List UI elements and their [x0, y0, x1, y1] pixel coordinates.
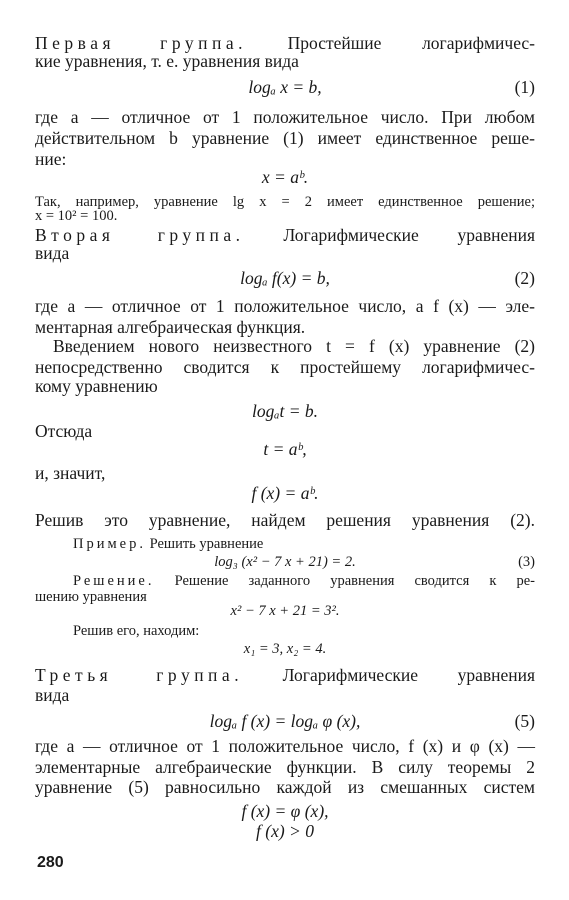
- example-found: Решив его, находим:: [73, 623, 200, 639]
- group1-note1: Так, например, уравнение lg x = 2 имеет единственное решение;: [35, 194, 535, 210]
- example-task: Решить уравнение: [149, 536, 264, 552]
- equation-1-number: (1): [514, 77, 535, 97]
- equation-1: [35, 76, 535, 98]
- group2-line4: ментарная алгебраическая функция.: [35, 317, 306, 337]
- group1-line4: действительном b уравнение (1) имеет единственное реше-: [35, 128, 535, 148]
- equation-quadratic: x² − 7 x + 21 = 3².: [230, 603, 340, 619]
- solution-line2: шению уравнения: [35, 589, 147, 605]
- group1-heading: Первая группа.: [35, 33, 247, 53]
- equation-3: [35, 553, 535, 571]
- solution-label: Решение.: [73, 573, 155, 589]
- equation-t: logₐt = b.: [251, 401, 319, 421]
- system-equation-1: f (x) = φ (x),: [241, 801, 329, 821]
- equation-1-text: logₐ x = b,: [248, 77, 322, 97]
- equation-2-number: (2): [514, 268, 535, 288]
- example-label: Пример.: [73, 536, 146, 552]
- system-equation-2: f (x) > 0: [256, 821, 314, 841]
- equation-2-text: logₐ f(x) = b,: [240, 268, 330, 288]
- group2-heading: Вторая группа.: [35, 225, 245, 245]
- group2-hence: Отсюда: [35, 421, 93, 441]
- group1-line3: где a — отличное от 1 положительное число. При любом: [35, 107, 535, 127]
- group2-line5: Введением нового неизвестного t = f (x) уравнение (2): [53, 336, 535, 356]
- equation-3-number: (3): [518, 554, 535, 570]
- group2-line3: где a — отличное от 1 положительное число, а f (x) — эле-: [35, 296, 535, 316]
- page-number: 280: [37, 854, 64, 871]
- equation-3-text: log₃ (x² − 7 x + 21) = 2.: [214, 554, 356, 570]
- equation-5-text: logₐ f (x) = logₐ φ (x),: [209, 711, 361, 731]
- equation-2: [35, 267, 535, 289]
- example-line1: [73, 535, 535, 553]
- equation-t2: t = aᵇ,: [263, 439, 307, 459]
- equation-5: [35, 710, 535, 732]
- group1-line5: ние:: [35, 149, 67, 169]
- solution-text: Решение заданного уравнения сводится к ре-: [174, 573, 535, 589]
- group2-line2: вида: [35, 243, 70, 263]
- group2-line7: кому уравнению: [35, 376, 158, 396]
- group3-heading: Третья группа.: [35, 665, 244, 685]
- group3-line1: [35, 664, 535, 686]
- group3-line1-rest: Логарифмические уравнения: [282, 665, 536, 685]
- group2-and-so: и, значит,: [35, 463, 106, 483]
- equation-roots: x₁ = 3, x₂ = 4.: [243, 641, 327, 657]
- group3-line2: вида: [35, 685, 70, 705]
- group3-line5: уравнение (5) равносильно каждой из смешанных систем: [35, 777, 535, 797]
- group2-solving: Решив это уравнение, найдем решения уравнения (2).: [35, 510, 535, 530]
- group1-line1-rest: Простейшие логарифмичес-: [287, 33, 535, 53]
- group1-line2: кие уравнения, т. е. уравнения вида: [35, 51, 299, 71]
- solution-equation: x = aᵇ.: [261, 167, 309, 187]
- equation-f: f (x) = aᵇ.: [251, 483, 319, 503]
- group3-line3: где a — отличное от 1 положительное число, f (x) и φ (x) —: [35, 736, 535, 756]
- group2-line6: непосредственно сводится к простейшему логарифмичес-: [35, 357, 535, 377]
- group3-line4: элементарные алгебраические функции. В силу теоремы 2: [35, 757, 535, 777]
- group1-note2: x = 10² = 100.: [35, 208, 118, 224]
- group2-line1-rest: Логарифмические уравнения: [283, 225, 535, 245]
- equation-5-number: (5): [514, 711, 535, 731]
